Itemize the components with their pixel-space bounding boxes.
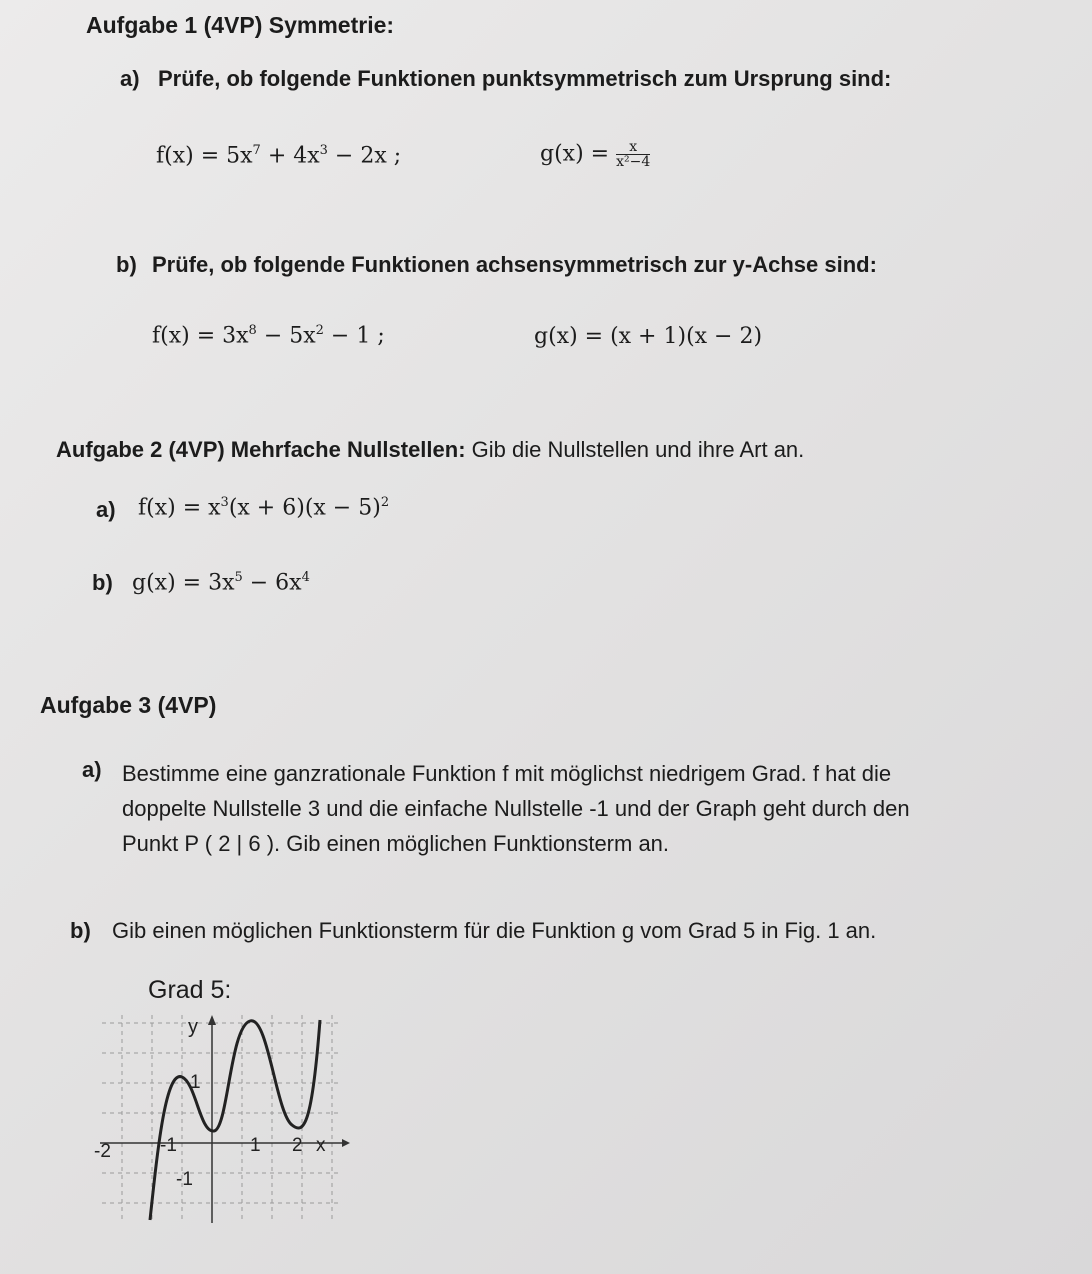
task2-b-label: b) xyxy=(92,570,113,595)
task1-b-g-equation: g(x) = (x + 1)(x − 2) xyxy=(534,324,763,349)
task1-a-f-equation: $f(x) = 5x^7 + 4x^3 - 2x$ ; xyxy=(156,143,402,169)
graph-curve xyxy=(150,1020,320,1220)
y-axis-label: y xyxy=(188,1016,198,1038)
y-axis-arrow-icon xyxy=(208,1015,216,1025)
function-graph xyxy=(80,1005,370,1235)
task3-a-line2: doppelte Nullstelle 3 und die einfache Nullstelle -1 und der Graph geht durch den xyxy=(122,796,910,821)
task3-heading: Aufgabe 3 (4VP) xyxy=(40,692,217,718)
x-tick-neg1: -1 xyxy=(160,1135,177,1156)
task2-a-f-equation: $f(x) = x^3(x + 6)(x - 5)^2$ xyxy=(138,495,390,521)
task3-a-line3: Punkt P ( 2 | 6 ). Gib einen möglichen Funktionsterm an. xyxy=(122,831,670,856)
task1-a-g-equation: g(x) = $\frac{x}{\text{x²−4}}$ xyxy=(540,139,651,170)
x-tick-2: 2 xyxy=(292,1135,303,1156)
x-tick-1: 1 xyxy=(250,1135,261,1156)
task3-b-text: Gib einen möglichen Funktionsterm für die Funktion g vom Grad 5 in Fig. 1 an. xyxy=(112,918,877,943)
task2-b-g-equation: $g(x) = 3x^5 - 6x^4$ xyxy=(132,570,310,596)
task3-a-line1: Bestimme eine ganzrationale Funktion f mit möglichst niedrigem Grad. f hat die xyxy=(122,761,892,786)
figure-label: Grad 5: xyxy=(148,976,232,1004)
task3-b-label: b) xyxy=(70,918,91,943)
task1-heading: Aufgabe 1 (4VP) Symmetrie: xyxy=(86,12,395,38)
task1-b-f-equation: $f(x) = 3x^8 - 5x^2 - 1$ ; xyxy=(152,323,385,349)
task1-b-text: Prüfe, ob folgende Funktionen achsensymmetrisch zur y-Achse sind: xyxy=(152,252,877,277)
task1-b-label: b) xyxy=(116,252,137,277)
task3-a-text xyxy=(122,756,1072,861)
task1-a-text: Prüfe, ob folgende Funktionen punktsymmetrisch zum Ursprung sind: xyxy=(158,66,892,91)
x-axis-arrow-icon xyxy=(342,1139,350,1147)
task3-a-label: a) xyxy=(82,757,102,782)
x-axis-label: x xyxy=(316,1135,326,1156)
task2-a-label: a) xyxy=(96,497,116,522)
task2-heading: Aufgabe 2 (4VP) Mehrfache Nullstellen: Gib die Nullstellen und ihre Art an. xyxy=(56,437,805,462)
y-tick-1: 1 xyxy=(190,1072,201,1093)
x-tick-neg2: -2 xyxy=(94,1141,111,1162)
task1-a-label: a) xyxy=(120,66,140,91)
y-tick-neg1: -1 xyxy=(176,1169,193,1190)
